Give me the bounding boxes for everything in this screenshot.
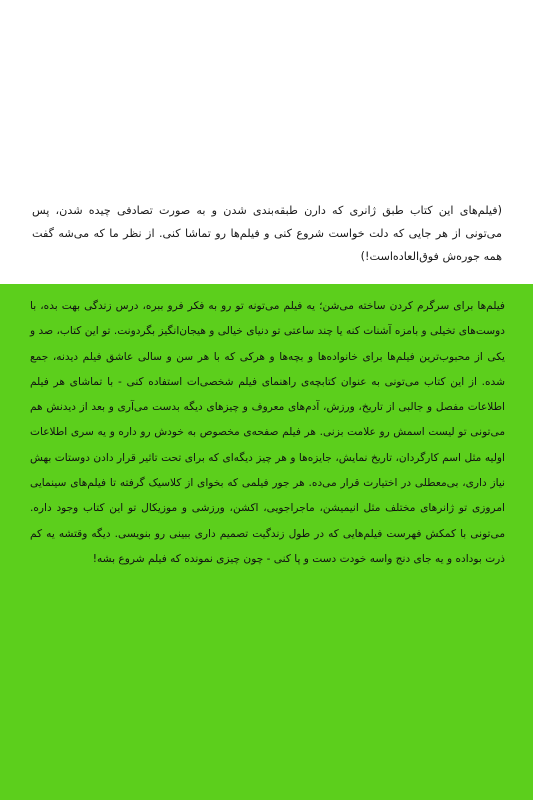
description-paragraph: فیلم‌ها برای سرگرم کردن ساخته می‌شن؛ یه فیلم می‌تونه تو رو به فکر فرو ببره، درس زندگی بهت بده، با دوست‌های تخیلی و بامزه آشنات کنه یا چند ساعتی تو دنیای خیالی و هیجان‌انگیز بگردونت. تو این کتاب، صد و یکی از محبوب‌ترین فیلم‌ها برای خانواده‌ها و بچه‌ها و هرکی که با هر سن و سالی عاشق فیلم دیدنه، جمع شده. از این کتاب می‌تونی به عنوان کتابچه‌ی راهنمای فیلم شخصی‌ات استفاده کنی - با تماشای هر فیلم اطلاعات مفصل و جالبی از تاریخ، ورزش، آدم‌های معروف و چیزهای دیگه بدست می‌آری و بعد از دیدنش هم می‌تونی تو لیست اسمش رو علامت بزنی. هر فیلم صفحه‌ی مخصوص به خودش رو داره و یه سری اطلاعات اولیه مثل اسم کارگردان، تاریخ نمایش، جایزه‌ها و هر چیز دیگه‌ای که برای تحت تاثیر قرار دادن دوستات بهش نیاز داری، بی‌معطلی در اختیارت قرار می‌ده. هر جور فیلمی که بخوای از کلاسیک گرفته تا فیلم‌های سینمایی امروزی تو ژانرهای مختلف مثل انیمیشن، ماجراجویی، اکشن، ورزشی و موزیکال تو این کتاب وجود داره. می‌تونی با کمکش فهرست فیلم‌هایی که در طول زندگیت تصمیم داری ببینی رو بنویسی. دیگه وقتشه یه کم ذرت بوداده و یه جای دنج واسه خودت دست و پا کنی - چون چیزی نمونده که فیلم شروع بشه! (30, 300, 505, 565)
top-white-panel (0, 0, 533, 284)
bottom-green-panel (0, 284, 533, 800)
intro-paragraph: (فیلم‌های این کتاب طبق ژانری که دارن طبقه‌بندی شدن و به صورت تصادفی چیده شدن، پس می‌تونی از هر جایی که دلت خواست شروع کنی و فیلم‌ها رو تماشا کنی. از نظر ما که می‌شه گفت همه جوره‌ش فوق‌العاده‌است!) (32, 204, 502, 263)
